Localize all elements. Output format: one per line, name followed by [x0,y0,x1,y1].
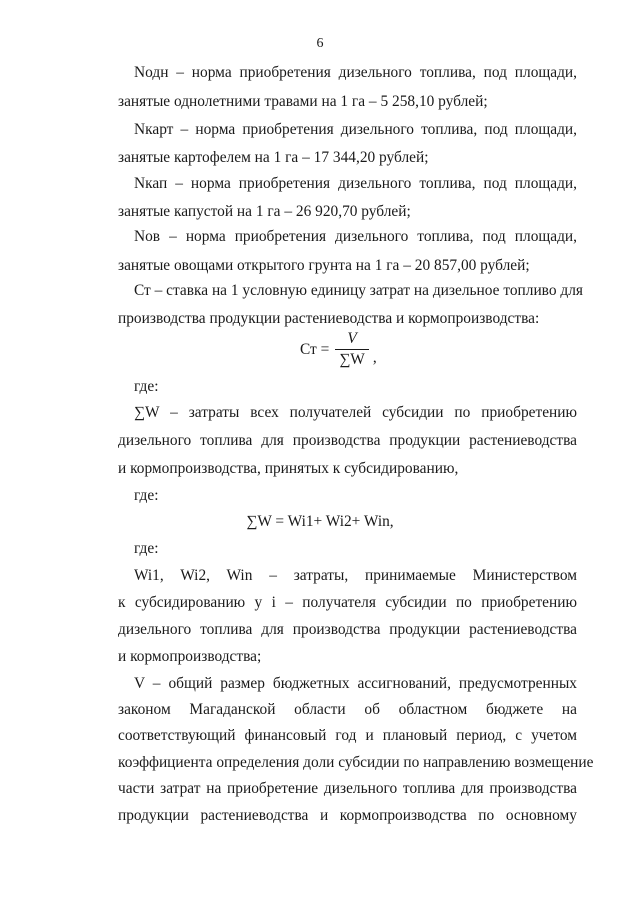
rate-formula [300,330,377,369]
formula-denominator: ∑W [335,349,369,369]
formula-fraction [335,330,369,369]
text-line: Nодн – норма приобретения дизельного топлива, под площади, [134,64,577,81]
text-line: V – общий размер бюджетных ассигнований, предусмотренных [134,675,577,692]
text-line: Ст – ставка на 1 условную единицу затрат на дизельное топливо для [134,282,583,299]
page-number: 6 [316,36,324,51]
text-line: ∑W = Wi1+ Wi2+ Win, [246,513,394,530]
formula-lhs: Ст = [300,340,330,358]
text-line: Nкап – норма приобретения дизельного топлива, под площади, [134,175,577,192]
text-line: и кормопроизводства, принятых к субсидированию, [118,460,459,477]
text-line: занятые капустой на 1 га – 26 920,70 рублей; [118,203,411,220]
text-line: занятые овощами открытого грунта на 1 га – 20 857,00 рублей; [118,257,530,274]
formula-numerator: V [347,330,357,347]
text-line: производства продукции растениеводства и кормопроизводства: [118,310,540,327]
text-line: где: [134,487,159,504]
text-line: к субсидированию у i – получателя субсидии по приобретению [118,594,577,611]
text-line: и кормопроизводства; [118,648,262,665]
formula-comma: , [372,348,377,366]
text-line: занятые однолетними травами на 1 га – 5 258,10 рублей; [118,93,488,110]
text-line: соответствующий финансовый год и плановый период, с учетом [118,727,577,744]
text-line: Wi1, Wi2, Win – затраты, принимаемые Министерством [134,567,577,584]
text-line: ∑W – затраты всех получателей субсидии по приобретению [134,404,577,421]
text-line: где: [134,378,159,395]
text-line: дизельного топлива для производства продукции растениеводства [118,432,577,449]
text-line: где: [134,540,159,557]
text-line: коэффициента определения доли субсидии по направлению возмещение [118,754,594,771]
text-line: части затрат на приобретение дизельного топлива для производства [118,780,577,797]
text-line: продукции растениеводства и кормопроизводства по основному [118,807,577,824]
text-line: законом Магаданской области об областном бюджете на [118,701,577,718]
text-line: занятые картофелем на 1 га – 17 344,20 рублей; [118,149,429,166]
text-line: дизельного топлива для производства продукции растениеводства [118,621,577,638]
text-line: Nов – норма приобретения дизельного топлива, под площади, [134,228,577,245]
text-line: Nкарт – норма приобретения дизельного топлива, под площади, [134,121,577,138]
